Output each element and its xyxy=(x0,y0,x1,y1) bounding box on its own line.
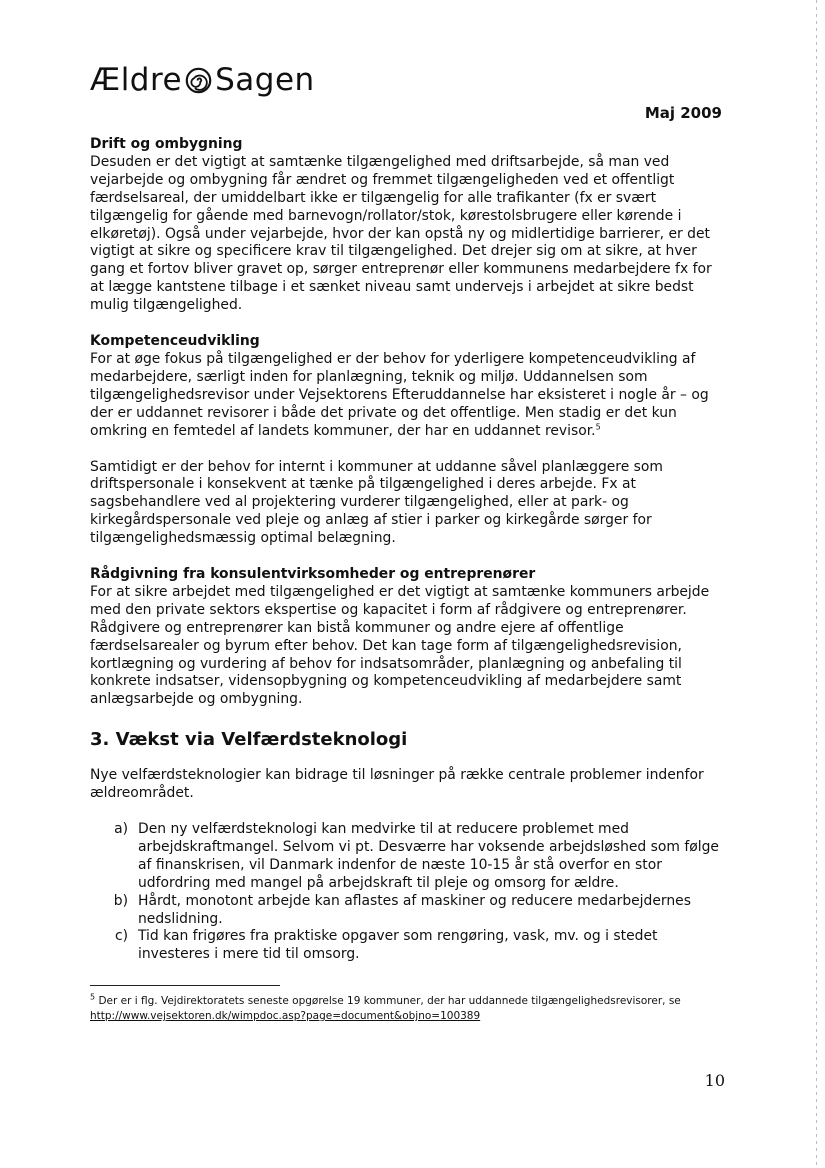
list-item-marker: a) xyxy=(114,821,128,837)
list-item xyxy=(90,893,730,929)
list-item xyxy=(90,821,730,893)
list-item-text: Hårdt, monotont arbejde kan aflastes af maskiner og reducere medarbejdernes nedslidning. xyxy=(138,892,691,927)
scan-edge-line xyxy=(816,0,817,1168)
list-item xyxy=(90,928,730,964)
footnote-reference: 5 xyxy=(595,421,601,431)
list-item-marker: b) xyxy=(113,892,128,909)
main-content xyxy=(90,136,730,964)
section-paragraph xyxy=(90,351,730,441)
footnote-number: 5 xyxy=(90,992,96,1002)
logo-text-left: Ældre xyxy=(90,62,183,98)
section-heading: Kompetenceudvikling xyxy=(90,333,260,350)
paragraph-text: For at øge fokus på tilgængelighed er der behov for yderligere kompetenceudvikling af medarbejdere, særligt inden for planlægning, teknik og miljø. Uddannelsen som tilgængelighedsrevisor under Vejsektorens Efteruddannelse har eksisteret i nogle år – og der er uddannet revisorer i både det private og det offentlige. Men stadig er det kun omkring en femtedel af landets kommuner, der har en uddannet revisor. xyxy=(90,350,709,439)
section-raadgivning xyxy=(90,566,730,709)
lettered-list xyxy=(90,821,730,964)
chapter-title: 3. Vækst via Velfærdsteknologi xyxy=(90,729,408,751)
section-heading: Drift og ombygning xyxy=(90,136,243,152)
list-item-marker: c) xyxy=(114,928,128,945)
section-paragraph: Samtidigt er der behov for internt i kommuner at uddanne såvel planlæggere som driftspersonale i konsekvent at tænke på tilgængelighed i deres arbejde. Fx at sagsbehandlere ved al projektering vurderer tilgængelighed, eller at park- og kirkegårdspersonale ved pleje og anlæg af stier i parker og kirkegårde sørger for tilgængelighedsmæssig optimal belægning. xyxy=(90,458,663,547)
page-number: 10 xyxy=(704,1071,725,1090)
logo-text-right: Sagen xyxy=(215,62,315,98)
section-paragraph: For at sikre arbejdet med tilgængelighed er det vigtigt at samtænke kommuners arbejde med den private sektors ekspertise og kapacitet i form af rådgivere og entreprenører. Rådgivere og entreprenører kan bistå kommuner og andre ejere af offentlige færdselsarealer og byrum efter behov. Det kan tage form af tilgængelighedsrevision, kortlægning og vurdering af behov for indsatsområder, planlægning og anbefaling til konkrete indsatser, vidensopbygning og kompetenceudvikling af medarbejdere samt anlægsarbejde og ombygning. xyxy=(90,583,710,708)
footnote xyxy=(90,994,730,1024)
section-drift-og-ombygning xyxy=(90,136,730,315)
document-date: Maj 2009 xyxy=(644,104,722,122)
swirl-logo-icon xyxy=(185,67,212,94)
chapter-intro: Nye velfærdsteknologier kan bidrage til løsninger på række centrale problemer indenfor ældreområdet. xyxy=(90,767,704,802)
footnote-divider xyxy=(90,985,280,986)
list-item-text: Tid kan frigøres fra praktiske opgaver som rengøring, vask, mv. og i stedet investeres i mere tid til omsorg. xyxy=(138,928,658,963)
footnote-link[interactable]: http://www.vejsektoren.dk/wimpdoc.asp?page=document&objno=100389 xyxy=(90,1010,481,1022)
section-paragraph: Desuden er det vigtigt at samtænke tilgængelighed med driftsarbejde, så man ved vejarbejde og ombygning får ændret og fremmet tilgængeligheden ved et offentligt færdselsareal, der umiddelbart ikke er tilgængelig for alle trafikanter (fx er svært tilgængelig for gående med barnevogn/rollator/stok, kørestolsbrugere eller kørende i elkøretøj). Også under vejarbejde, hvor der kan opstå ny og midlertidige barrierer, er det vigtigt at sikre og specificere krav til tilgængelighed. Det drejer sig om at sikre, at hver gang et fortov bliver gravet op, sørger entreprenør eller kommunens medarbejdere fx for at lægge kantstene tilbage i et sænket niveau samt undervejs i arbejdet at sikre bedst mulig tilgængelighed. xyxy=(90,153,712,314)
footnote-text: Der er i flg. Vejdirektoratets seneste opgørelse 19 kommuner, der har uddannede tilgængelighedsrevisorer, se xyxy=(98,995,681,1007)
section-heading: Rådgivning fra konsulentvirksomheder og entreprenører xyxy=(90,566,536,583)
section-kompetenceudvikling xyxy=(90,333,730,548)
aeldresagen-logo xyxy=(90,62,315,98)
list-item-text: Den ny velfærdsteknologi kan medvirke til at reducere problemet med arbejdskraftmangel. Selvom vi pt. Desværre har voksende arbejdsløshed som følge af finanskrisen, vil Danmark indenfor de næste 10-15 år stå overfor en stor udfordring med mangel på arbejdskraft til pleje og omsorg for ældre. xyxy=(138,821,719,891)
